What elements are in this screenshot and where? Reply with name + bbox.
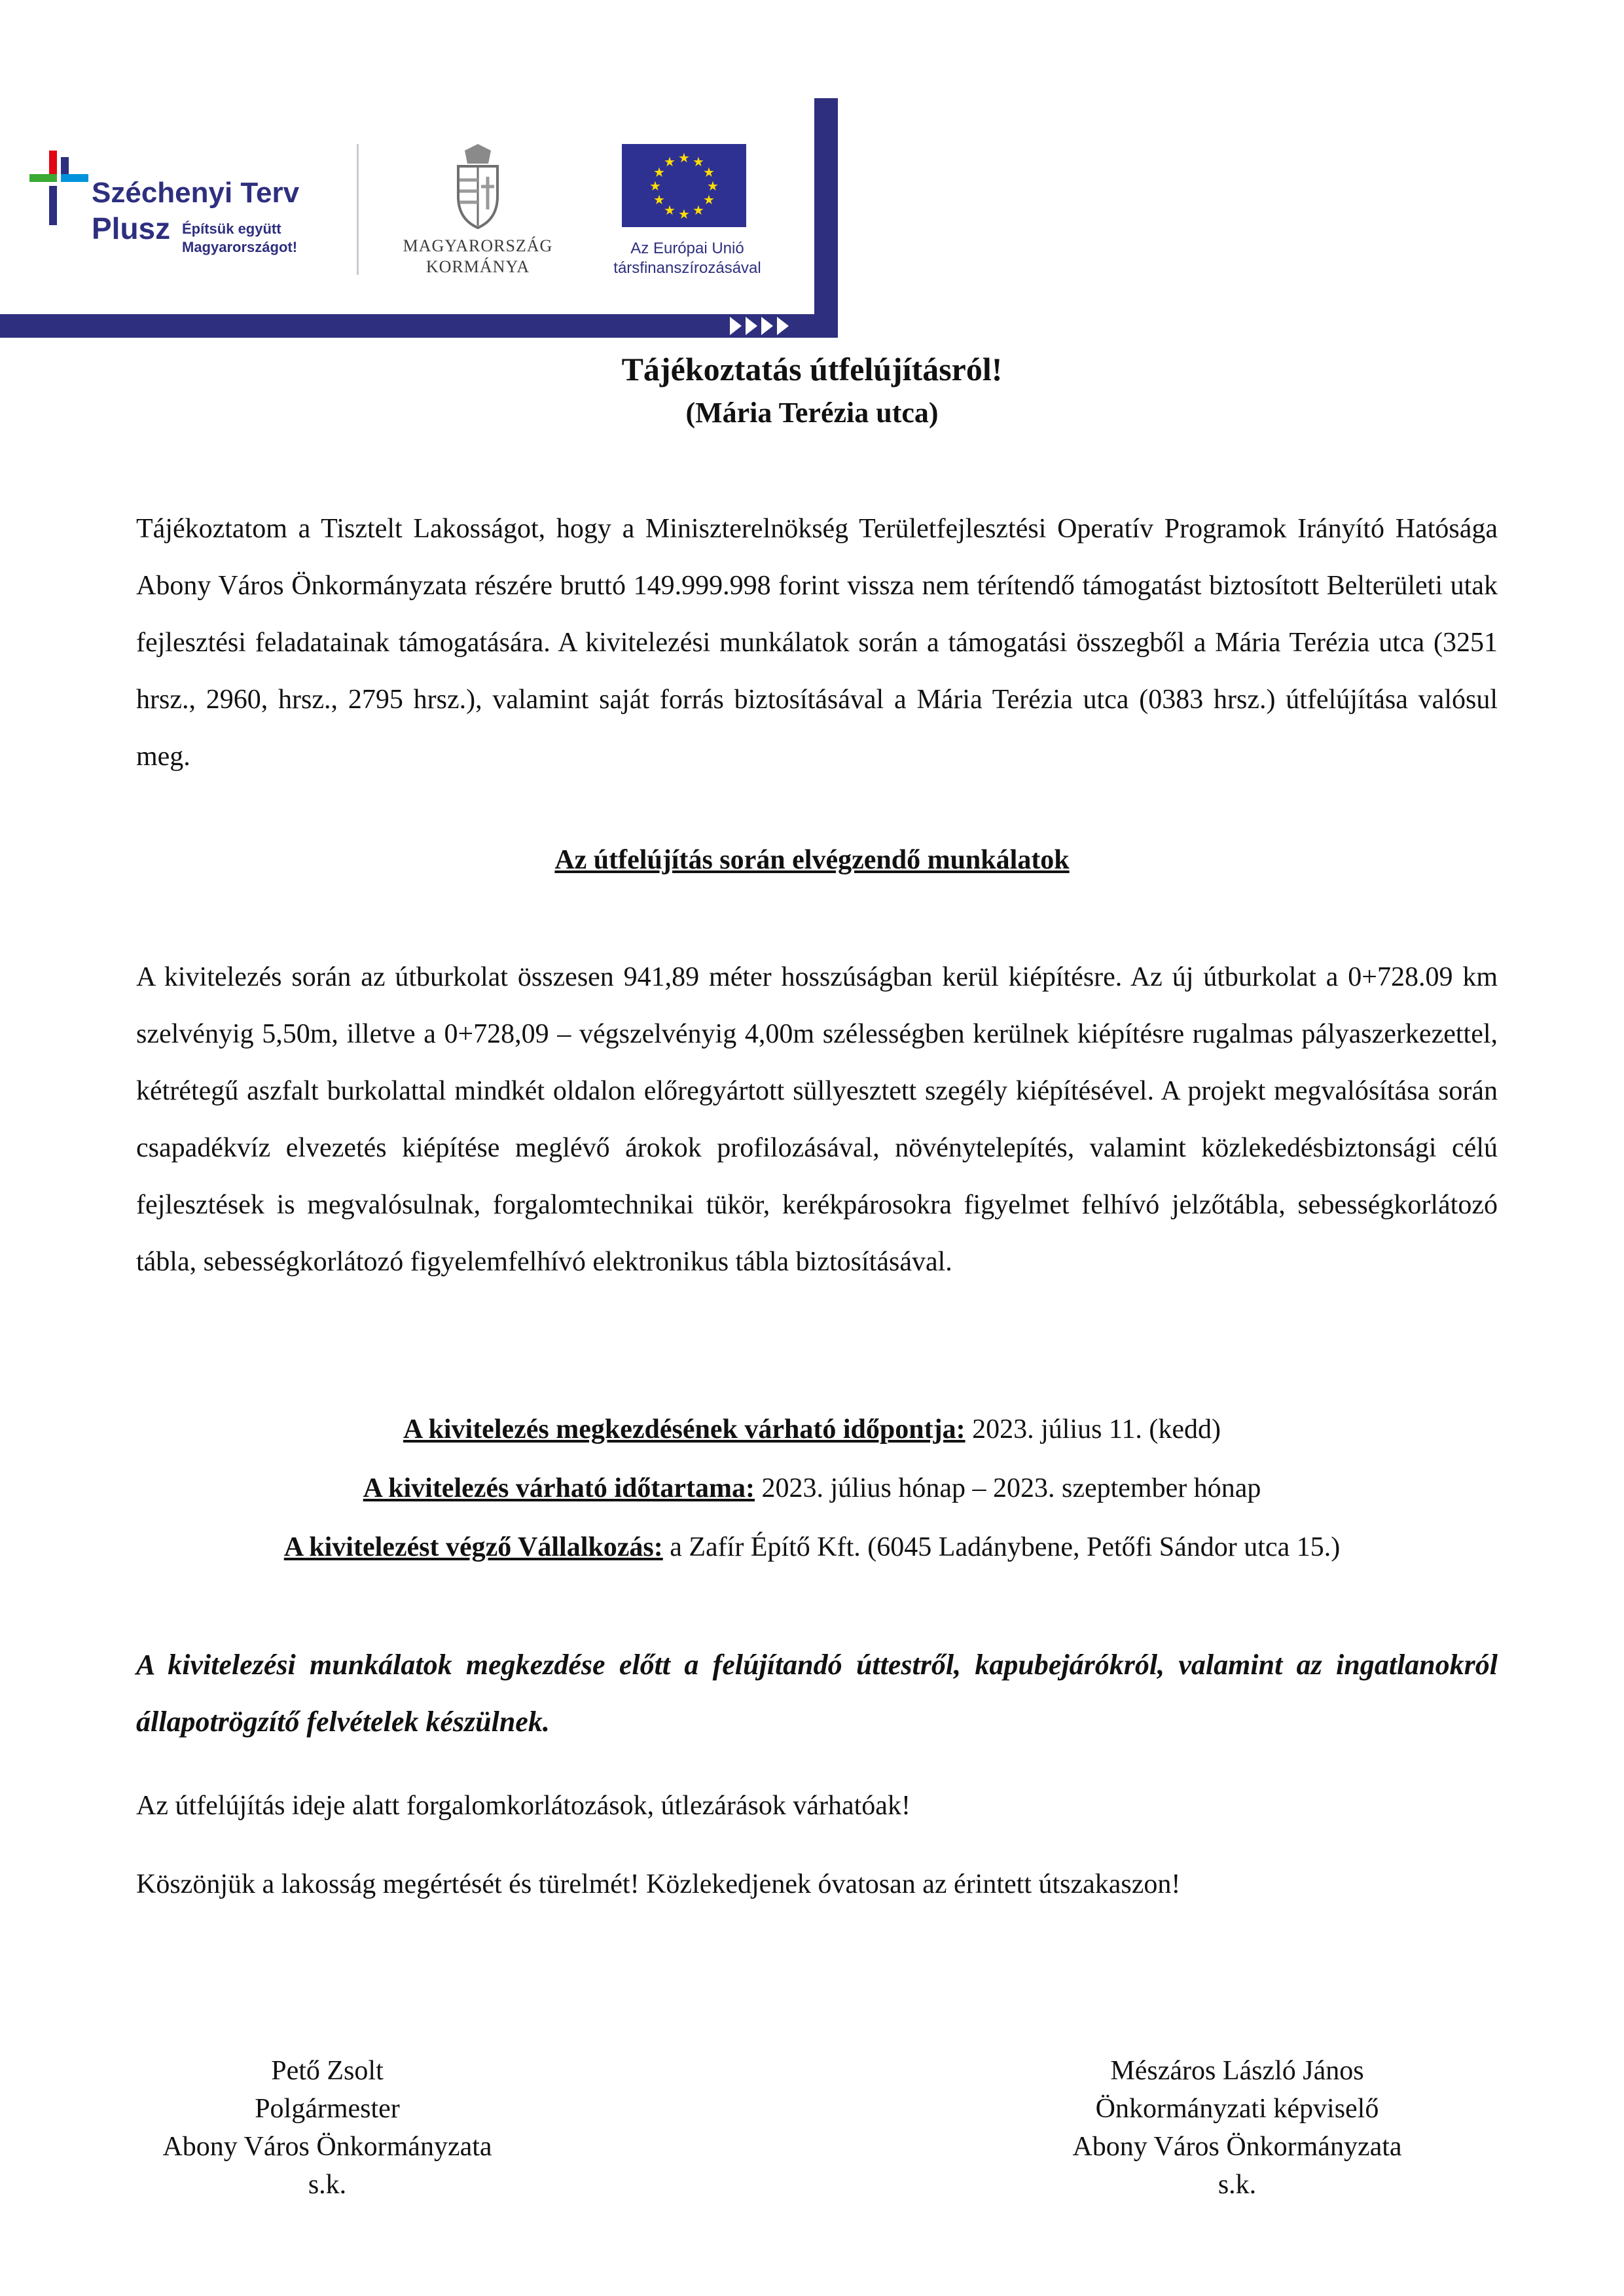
- eu-line1: Az Európai Unió: [630, 240, 744, 257]
- duration-value: 2023. július hónap – 2023. szeptember hónap: [755, 1473, 1261, 1503]
- start-date-value: 2023. július 11. (kedd): [965, 1414, 1221, 1444]
- svg-text:★: ★: [678, 206, 690, 222]
- document-subtitle: (Mária Terézia utca): [685, 397, 939, 429]
- government-label: [393, 236, 563, 278]
- svg-text:★: ★: [653, 164, 665, 180]
- svg-text:★: ★: [664, 154, 676, 170]
- szechenyi-plus-icon: [29, 151, 88, 229]
- svg-text:★: ★: [653, 192, 665, 207]
- signature-name: Pető Zsolt: [271, 2056, 384, 2086]
- document-title: Tájékoztatás útfelújításról!: [621, 351, 1003, 387]
- header-banner: [0, 46, 838, 301]
- eu-label: [599, 239, 776, 278]
- contractor-label: A kivitelezést végző Vállalkozás:: [283, 1532, 663, 1562]
- svg-text:★: ★: [703, 164, 715, 180]
- hungarian-crest-icon: [452, 144, 504, 229]
- government-line2: KORMÁNYA: [425, 257, 530, 276]
- eu-stars-icon: [622, 144, 746, 227]
- works-paragraph: A kivitelezés során az útburkolat összesen 941,89 méter hosszúságban kerül kiépítésre. Az új útburkolat a 0+728.09 km szelvényig 5,50m, illetve a 0+728,09 – végszelvényig 4,00m szélességben kerülnek kiépítésre rugalmas pályaszerkezettel, kétrétegű aszfalt burkolattal mindkét oldalon előregyártott süllyesztett szegély kiépítésével. A projekt megvalósítása során csapadékvíz elvezetés kiépítése meglévő árokok profilozásával, növénytelepítés, valamint közlekedésbiztonsági célú fejlesztések is megvalósulnak, forgalomtechnikai tükör, kerékpárosokra figyelmet felhívó jelzőtábla, sebességkorlátozó tábla, sebességkorlátozó figyelemfelhívó elektronikus tábla biztosításával.: [136, 962, 1498, 1277]
- signature-org: Abony Város Önkormányzata: [162, 2132, 492, 2162]
- svg-text:★: ★: [664, 202, 676, 218]
- banner-bottom-bar: [0, 314, 838, 338]
- duration-label: A kivitelezés várható időtartama:: [363, 1473, 755, 1503]
- eu-line2: társfinanszírozásával: [613, 259, 761, 277]
- start-date-line: [0, 1414, 1624, 1445]
- svg-text:★: ★: [693, 154, 704, 170]
- contractor-value: a Zafír Építő Kft. (6045 Ladánybene, Petőfi Sándor utca 15.): [662, 1532, 1341, 1562]
- szechenyi-title: Széchenyi Terv: [92, 177, 300, 209]
- svg-text:★: ★: [678, 150, 690, 166]
- signature-role: Önkormányzati képviselő: [1095, 2094, 1379, 2124]
- government-line1: MAGYARORSZÁG: [403, 236, 553, 255]
- duration-line: [0, 1473, 1624, 1504]
- signature-name: Mészáros László János: [1110, 2056, 1364, 2086]
- restrictions-notice: Az útfelújítás ideje alatt forgalomkorlátozások, útlezárások várhatóak!: [136, 1791, 911, 1821]
- svg-text:★: ★: [707, 178, 719, 194]
- signature-note: s.k.: [308, 2170, 347, 2200]
- szechenyi-slogan: Építsük együtt Magyarországot!: [182, 221, 298, 255]
- szechenyi-plus-label: Plusz: [92, 211, 171, 245]
- survey-notice: A kivitelezési munkálatok megkezdése előtt a felújítandó úttestről, kapubejárókról, valamint az ingatlanokról állapotrögzítő felvételek készülnek.: [136, 1649, 1498, 1738]
- signature-org: Abony Város Önkormányzata: [1072, 2132, 1402, 2162]
- signature-note: s.k.: [1218, 2170, 1257, 2200]
- svg-text:★: ★: [649, 178, 661, 194]
- thanks-notice: Köszönjük a lakosság megértését és türelmét! Közlekedjenek óvatosan az érintett útszakaszon!: [136, 1869, 1181, 1899]
- eu-flag-icon: [622, 144, 746, 227]
- signature-role: Polgármester: [255, 2094, 400, 2124]
- start-date-label: A kivitelezés megkezdésének várható időpontja:: [403, 1414, 965, 1444]
- section-heading: Az útfelújítás során elvégzendő munkálatok: [554, 845, 1070, 875]
- contractor-line: [0, 1532, 1624, 1563]
- logo-divider: [357, 144, 359, 275]
- svg-text:★: ★: [693, 202, 704, 218]
- signature-block-representative: [982, 2052, 1492, 2204]
- banner-right-bar: [814, 98, 838, 338]
- chevron-decoration-icon: [730, 314, 793, 338]
- intro-paragraph: Tájékoztatom a Tisztelt Lakosságot, hogy a Miniszterelnökség Területfejlesztési Operatív Programok Irányító Hatósága Abony Város Önkormányzata részére bruttó 149.999.998 forint vissza nem térítendő támogatást biztosított Belterületi utak fejlesztési feladatainak támogatására. A kivitelezési munkálatok során a támogatási összegből a Mária Terézia utca (3251 hrsz., 2960, hrsz., 2795 hrsz.), valamint saját forrás biztosításával a Mária Terézia utca (0383 hrsz.) útfelújítása valósul meg.: [136, 514, 1498, 772]
- svg-text:★: ★: [703, 192, 715, 207]
- signature-block-mayor: [105, 2052, 550, 2204]
